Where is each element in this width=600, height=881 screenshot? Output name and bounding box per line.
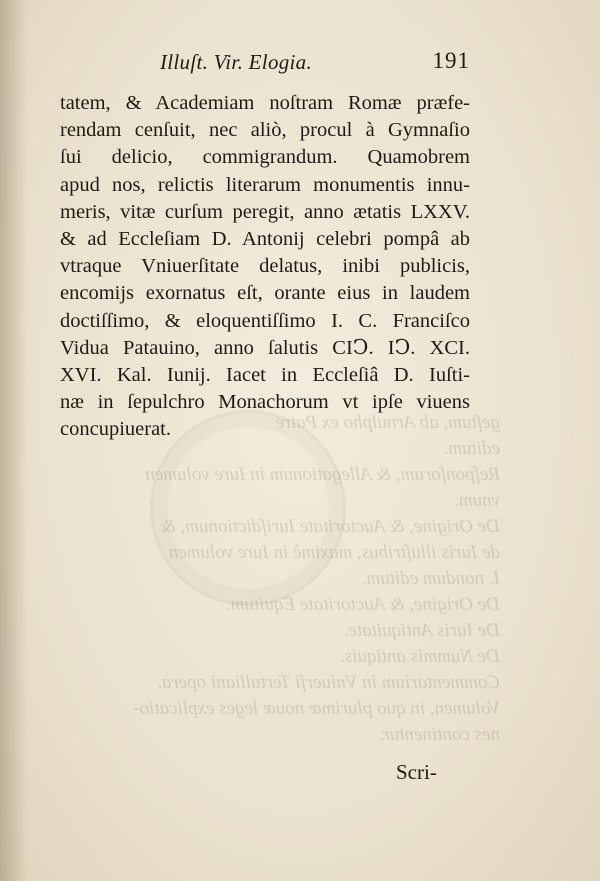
text-line: ſui delicio, commigrandum. Quamobrem	[60, 146, 470, 169]
show-through-line: de Iuris illuſtribus, maximè in Iure volumen	[168, 542, 500, 563]
show-through-line: nes continentur.	[379, 724, 500, 745]
text-line: apud nos, relictis literarum monumentis innu-	[60, 173, 470, 196]
show-through-line: Reſponſorum, & Allegationum in Iure volumen	[145, 464, 500, 485]
show-through-line: De Iuris Antiquitate.	[343, 620, 500, 641]
catchword: Scri-	[396, 760, 437, 784]
text-line: tatem, & Academiam noſtram Romæ præfe-	[60, 92, 470, 114]
show-through-text	[133, 410, 500, 750]
gutter-shadow	[0, 0, 28, 881]
show-through-line: De Origine, & Auctoritate Equitum.	[225, 594, 500, 615]
text-line: doctiſſimo, & eloquentiſſimo I. C. Franciſco	[60, 309, 470, 332]
text-line: rendam cenſuit, nec aliò, procul à Gymnaſio	[60, 119, 470, 142]
text-line: concupiuerat.	[60, 418, 171, 441]
show-through-line: Commentarium in Vniuerſi Tertulliani opera.	[157, 672, 500, 693]
text-line: Vidua Patauino, anno ſalutis CIↃ. IↃ. XCI.	[60, 336, 470, 359]
show-through-line: editum.	[443, 438, 500, 459]
page-header	[160, 46, 470, 78]
running-title: Illuſt. Vir. Elogia.	[160, 50, 313, 74]
show-through-line: vnum.	[454, 490, 500, 511]
page-number: 191	[432, 48, 470, 73]
show-through-line: geſtum, ab Arnulpho ex Patre	[275, 412, 500, 433]
show-through-line: I. nondum editum.	[361, 568, 500, 589]
text-line: encomijs exornatus eſt, orante eius in laudem	[60, 282, 470, 305]
text-line: næ in ſepulchro Monachorum vt ipſe viuens	[60, 391, 470, 414]
body-text	[60, 90, 470, 443]
show-through-line: De Origine, & Auctoritate Iuriſdictionum, &	[161, 516, 500, 537]
text-line: XVI. Kal. Iunij. Iacet in Eccleſiâ D. Iuſti-	[60, 363, 470, 386]
text-line: vtraque Vniuerſitate delatus, inibi publicis,	[60, 255, 470, 278]
show-through-line: Volumen, in quo plurimæ nouæ leges explicatio-	[133, 698, 500, 719]
show-through-line: De Nummis antiquis.	[340, 646, 500, 667]
text-line: & ad Eccleſiam D. Antonij celebri pompâ ab	[60, 227, 470, 250]
text-line: meris, vitæ curſum peregit, anno ætatis LXXV.	[60, 200, 470, 223]
